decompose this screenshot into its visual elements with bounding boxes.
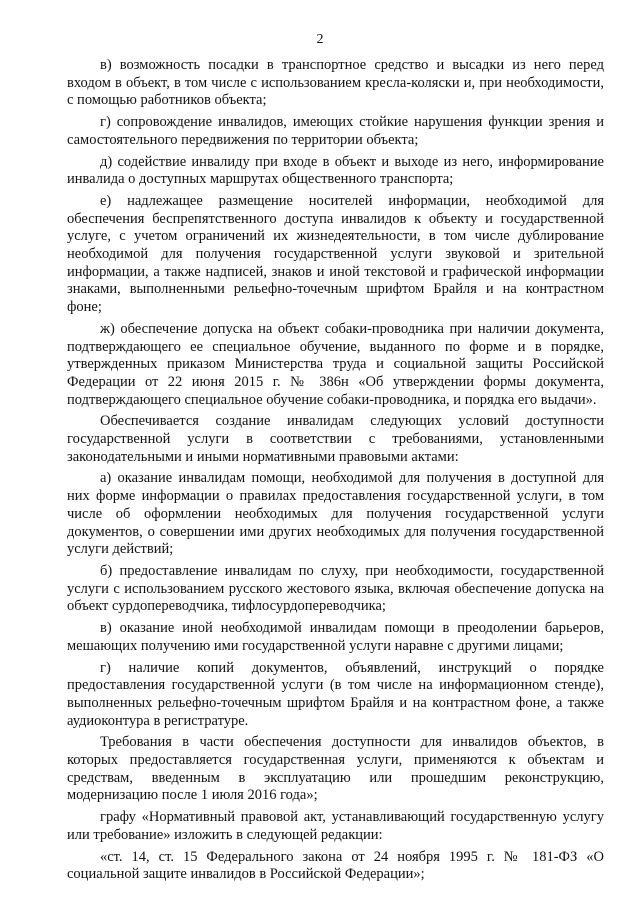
paragraph: Обеспечивается создание инвалидам следующих условий доступности государственной услуги в соответствии с требованиями, установленными законодательными и иными нормативными правовыми актами: <box>67 413 604 465</box>
paragraph: г) сопровождение инвалидов, имеющих стойкие нарушения функции зрения и самостоятельного передвижения по территории объекта; <box>67 114 604 148</box>
paragraph: е) надлежащее размещение носителей информации, необходимой для обеспечения беспрепятственного доступа инвалидов к объекту и государственной услуге, с учетом ограничений их жизнедеятельности, в том числе дублирование необходимой для получения государственной услуги звуковой и зрительной информации, а также надписей, знаков и иной текстовой и графической информации знаками, выполненными рельефно-точечным шрифтом Брайля и на контрастном фоне; <box>67 192 604 316</box>
paragraph: д) содействие инвалиду при входе в объект и выходе из него, информирование инвалида о доступных маршрутах общественного транспорта; <box>67 153 604 188</box>
document-body <box>67 57 604 884</box>
paragraph: графу «Нормативный правовой акт, устанавливающий государственную услугу или требование» изложить в следующей редакции: <box>67 809 604 843</box>
paragraph: Требования в части обеспечения доступности для инвалидов объектов, в которых предоставляется государственная услуги, применяются к объектам и средствам, введенным в эксплуатацию или прошедшим реконструкцию, модернизацию после 1 июля 2016 года»; <box>67 734 604 804</box>
paragraph: «ст. 14, ст. 15 Федерального закона от 24 ноября 1995 г. № 181-ФЗ «О социальной защите инвалидов в Российской Федерации»; <box>67 848 604 883</box>
paragraph: а) оказание инвалидам помощи, необходимой для получения в доступной для них форме информации о правилах предоставления государственной услуги, в том числе об оформлении необходимых для получения государственной услуги документов, о совершении ими других необходимых для получения государственной услуги действий; <box>67 470 604 558</box>
paragraph: б) предоставление инвалидам по слуху, при необходимости, государственной услуги с использованием русского жестового языка, включая обеспечение допуска на объект сурдопереводчика, тифлосурдопереводчика; <box>67 562 604 615</box>
paragraph: ж) обеспечение допуска на объект собаки-проводника при наличии документа, подтверждающего ее специальное обучение, выданного по форме и в порядке, утвержденных приказом Министерства труда и социальной защиты Российской Федерации от 22 июня 2015 г. № 386н «Об утверждении формы документа, подтверждающего специальное обучение собаки-проводника, и порядка его выдачи». <box>67 320 604 408</box>
page-number: 2 <box>316 32 324 47</box>
paragraph: в) оказание иной необходимой инвалидам помощи в преодолении барьеров, мешающих получению ими государственной услуги наравне с другими лицами; <box>67 620 604 654</box>
paragraph: г) наличие копий документов, объявлений, инструкций о порядке предоставления государственной услуги (в том числе на информационном стенде), выполненных рельефно-точечным шрифтом Брайля и на контрастном фоне, а также аудиоконтура в регистратуре. <box>67 659 604 729</box>
paragraph: в) возможность посадки в транспортное средство и высадки из него перед входом в объект, в том числе с использованием кресла-коляски и, при необходимости, с помощью работников объекта; <box>67 57 604 109</box>
